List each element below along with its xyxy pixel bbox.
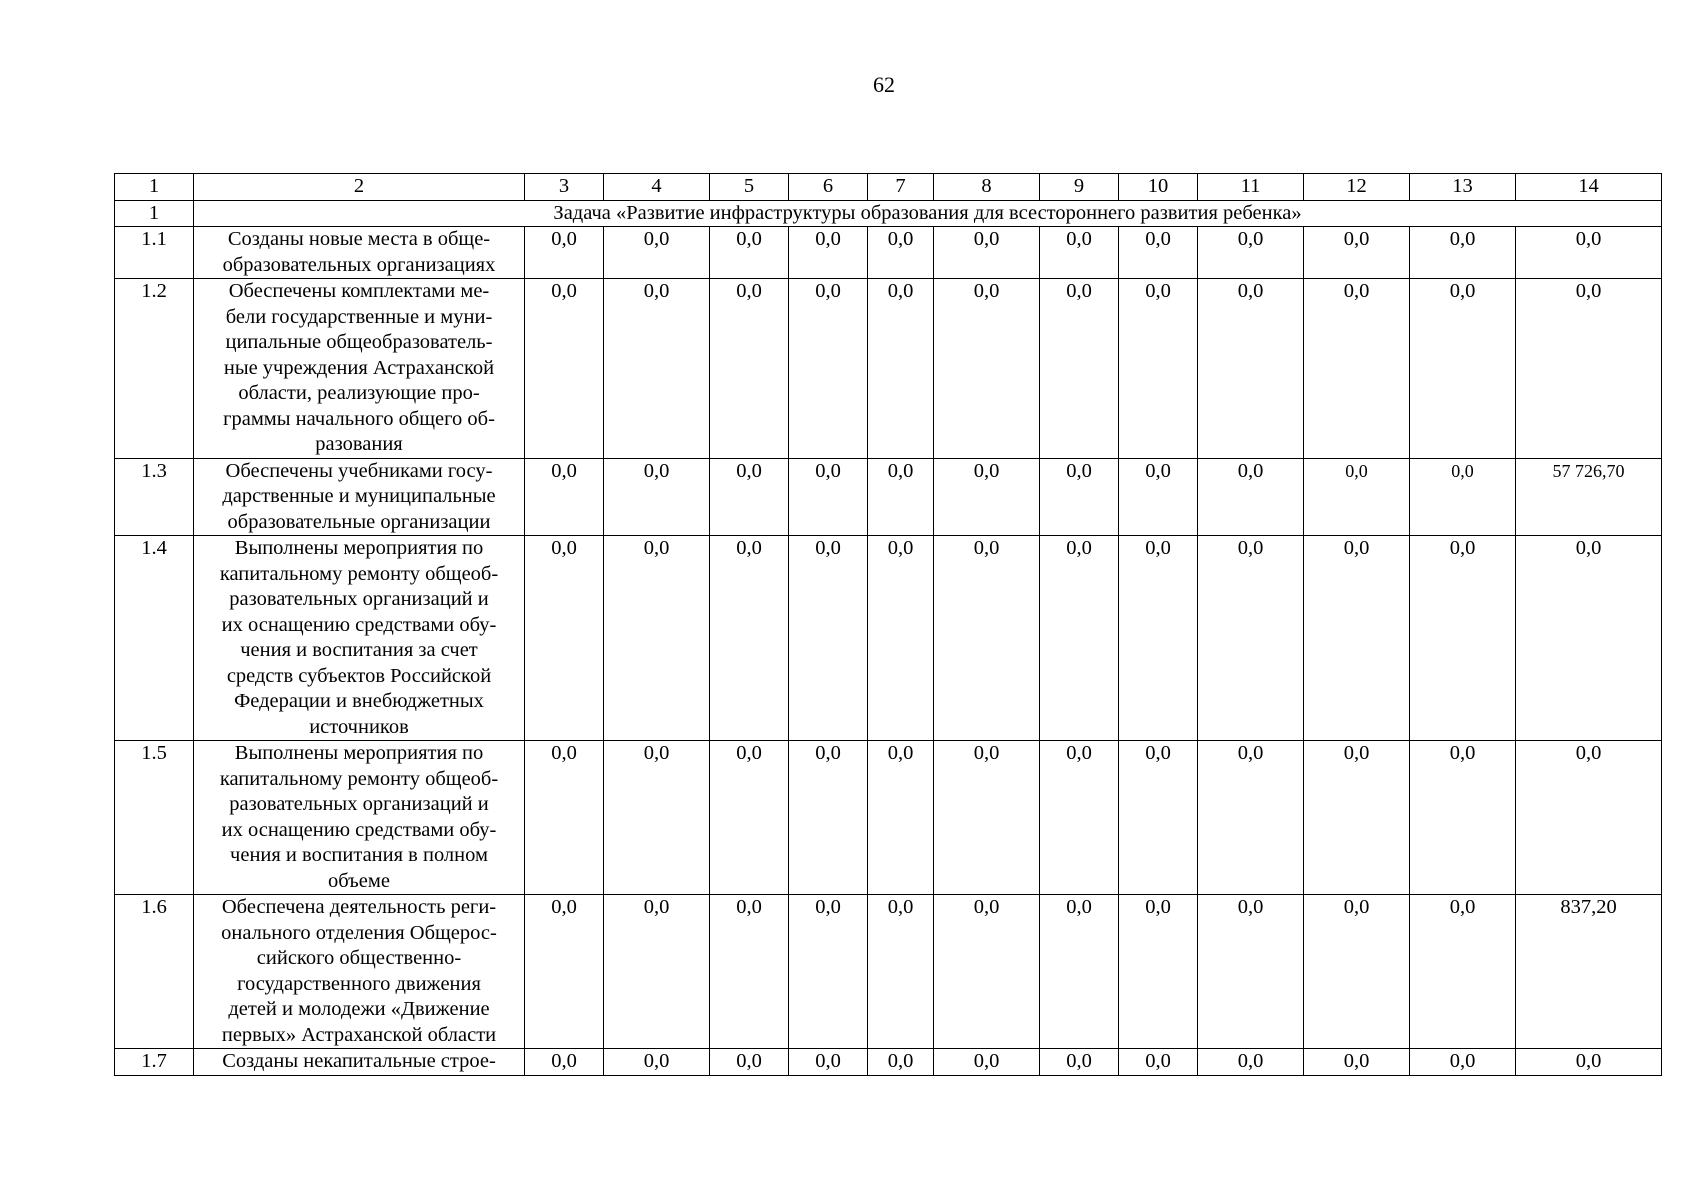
table-row [115, 895, 1662, 1049]
row-number: 1.3 [115, 458, 194, 536]
value-cell: 0,0 [789, 1049, 868, 1076]
value-cell: 0,0 [525, 279, 604, 459]
description-line: бели государственные и муни- [225, 305, 493, 328]
value-cell: 0,0 [710, 895, 789, 1049]
description-line: детей и молодежи «Движение [228, 998, 490, 1020]
header-cell: 5 [710, 174, 789, 201]
value-cell: 837,20 [1516, 895, 1662, 1049]
value-cell: 0,0 [1304, 895, 1410, 1049]
row-description [194, 536, 525, 741]
description-line: разовательных организаций и [229, 588, 489, 610]
header-cell: 9 [1040, 174, 1119, 201]
row-number: 1.1 [115, 227, 194, 279]
header-cell: 13 [1410, 174, 1516, 201]
value-cell: 0,0 [1040, 741, 1119, 895]
value-cell: 0,0 [934, 895, 1040, 1049]
description-line: дарственные и муниципальные [222, 485, 496, 507]
value-cell: 0,0 [1516, 227, 1662, 279]
description-line: Обеспечены комплектами ме- [228, 280, 490, 302]
value-cell: 57 726,70 [1516, 458, 1662, 536]
value-cell: 0,0 [1410, 895, 1516, 1049]
value-cell: 0,0 [525, 458, 604, 536]
section-title: Задача «Развитие инфраструктуры образования для всестороннего развития ребенка» [194, 200, 1662, 227]
description-line: Федерации и внебюджетных [234, 690, 484, 712]
row-description [194, 458, 525, 536]
value-cell: 0,0 [1304, 1049, 1410, 1076]
value-cell: 0,0 [1119, 227, 1198, 279]
value-cell: 0,0 [868, 458, 934, 536]
table-row [115, 279, 1662, 459]
header-cell: 6 [789, 174, 868, 201]
value-cell: 0,0 [789, 741, 868, 895]
row-description [194, 1049, 525, 1076]
value-cell: 0,0 [1516, 741, 1662, 895]
value-cell: 0,0 [1410, 741, 1516, 895]
value-cell: 0,0 [1304, 536, 1410, 741]
value-cell: 0,0 [710, 279, 789, 459]
table-row [115, 741, 1662, 895]
value-cell: 0,0 [789, 458, 868, 536]
header-row [115, 174, 1662, 201]
value-cell: 0,0 [604, 536, 710, 741]
value-cell: 0,0 [1040, 227, 1119, 279]
value-cell: 0,0 [1516, 279, 1662, 459]
description-line: Выполнены мероприятия по [234, 742, 484, 764]
description-line: разовательных организаций и [229, 793, 489, 815]
header-cell: 2 [194, 174, 525, 201]
value-cell: 0,0 [525, 1049, 604, 1076]
value-cell: 0,0 [868, 895, 934, 1049]
table-row [115, 227, 1662, 279]
value-cell: 0,0 [1040, 1049, 1119, 1076]
value-cell: 0,0 [710, 458, 789, 536]
value-cell: 0,0 [1516, 1049, 1662, 1076]
value-cell: 0,0 [604, 279, 710, 459]
value-cell: 0,0 [1119, 1049, 1198, 1076]
value-cell: 0,0 [710, 741, 789, 895]
header-cell: 1 [115, 174, 194, 201]
description-line: Обеспечены учебниками госу- [225, 459, 493, 482]
description-line: Созданы некапитальные строе- [222, 1050, 496, 1072]
row-description [194, 741, 525, 895]
value-cell: 0,0 [868, 536, 934, 741]
value-cell: 0,0 [1410, 1049, 1516, 1076]
value-cell: 0,0 [934, 536, 1040, 741]
value-cell: 0,0 [934, 279, 1040, 459]
value-cell: 0,0 [525, 227, 604, 279]
value-cell: 0,0 [1040, 536, 1119, 741]
description-line: объеме [328, 869, 390, 892]
header-cell: 3 [525, 174, 604, 201]
value-cell: 0,0 [868, 741, 934, 895]
value-cell: 0,0 [710, 1049, 789, 1076]
table-row [115, 1049, 1662, 1076]
value-cell: 0,0 [1198, 741, 1304, 895]
value-cell: 0,0 [525, 895, 604, 1049]
value-cell: 0,0 [1304, 227, 1410, 279]
value-cell: 0,0 [868, 1049, 934, 1076]
header-cell: 7 [868, 174, 934, 201]
value-cell: 0,0 [868, 279, 934, 459]
value-cell: 0,0 [1119, 536, 1198, 741]
table-row [115, 536, 1662, 741]
description-line: источников [309, 715, 409, 738]
description-line: чения и воспитания в полном [230, 844, 488, 866]
description-line: государственного движения [237, 972, 481, 995]
value-cell: 0,0 [1304, 279, 1410, 459]
value-cell: 0,0 [934, 227, 1040, 279]
value-cell: 0,0 [1119, 458, 1198, 536]
value-cell: 0,0 [1040, 458, 1119, 536]
description-line: сийского общественно- [256, 947, 462, 969]
header-cell: 14 [1516, 174, 1662, 201]
description-line: области, реализующие про- [238, 382, 480, 404]
description-line: чения и воспитания за счет [240, 639, 478, 661]
value-cell: 0,0 [1198, 227, 1304, 279]
value-cell: 0,0 [710, 536, 789, 741]
section-number: 1 [115, 200, 194, 227]
table-row [115, 458, 1662, 536]
description-line: средств субъектов Российской [226, 664, 492, 687]
value-cell: 0,0 [1410, 227, 1516, 279]
value-cell: 0,0 [1198, 536, 1304, 741]
row-description [194, 895, 525, 1049]
value-cell: 0,0 [934, 741, 1040, 895]
header-cell: 8 [934, 174, 1040, 201]
description-line: Выполнены мероприятия по [234, 537, 484, 559]
description-line: граммы начального общего об- [223, 407, 495, 430]
value-cell: 0,0 [934, 458, 1040, 536]
description-line: разования [315, 433, 403, 455]
value-cell: 0,0 [525, 741, 604, 895]
value-cell: 0,0 [1516, 536, 1662, 741]
value-cell: 0,0 [934, 1049, 1040, 1076]
description-line: ципальные общеобразователь- [225, 331, 493, 353]
value-cell: 0,0 [604, 227, 710, 279]
description-line: ные учреждения Астраханской [223, 356, 495, 379]
description-line: образовательных организациях [222, 253, 496, 276]
header-cell: 12 [1304, 174, 1410, 201]
row-description [194, 279, 525, 459]
row-number: 1.7 [115, 1049, 194, 1076]
value-cell: 0,0 [789, 895, 868, 1049]
value-cell: 0,0 [604, 1049, 710, 1076]
value-cell: 0,0 [1119, 895, 1198, 1049]
description-line: капитальному ремонту общеоб- [219, 767, 499, 790]
value-cell: 0,0 [1198, 1049, 1304, 1076]
description-line: образовательные организации [227, 510, 491, 533]
row-number: 1.2 [115, 279, 194, 459]
page-number: 62 [873, 72, 895, 97]
table-body [115, 174, 1662, 1076]
value-cell: 0,0 [1040, 895, 1119, 1049]
value-cell: 0,0 [1304, 741, 1410, 895]
value-cell: 0,0 [604, 458, 710, 536]
row-description [194, 227, 525, 279]
value-cell: 0,0 [1198, 895, 1304, 1049]
description-line: Обеспечена деятельность реги- [221, 896, 497, 918]
row-number: 1.4 [115, 536, 194, 741]
value-cell: 0,0 [1198, 458, 1304, 536]
value-cell: 0,0 [789, 279, 868, 459]
description-line: их оснащению средствами обу- [221, 613, 497, 636]
row-number: 1.5 [115, 741, 194, 895]
description-line: онального отделения Общерос- [221, 921, 497, 944]
value-cell: 0,0 [1410, 279, 1516, 459]
header-cell: 10 [1119, 174, 1198, 201]
header-cell: 4 [604, 174, 710, 201]
section-row [115, 200, 1662, 227]
value-cell: 0,0 [1119, 741, 1198, 895]
value-cell: 0,0 [1410, 458, 1516, 536]
value-cell: 0,0 [604, 741, 710, 895]
description-line: капитальному ремонту общеоб- [219, 562, 499, 585]
value-cell: 0,0 [789, 536, 868, 741]
value-cell: 0,0 [1119, 279, 1198, 459]
value-cell: 0,0 [868, 227, 934, 279]
value-cell: 0,0 [1198, 279, 1304, 459]
value-cell: 0,0 [525, 536, 604, 741]
row-number: 1.6 [115, 895, 194, 1049]
value-cell: 0,0 [1040, 279, 1119, 459]
header-cell: 11 [1198, 174, 1304, 201]
value-cell: 0,0 [789, 227, 868, 279]
value-cell: 0,0 [1304, 458, 1410, 536]
description-line: Созданы новые места в обще- [227, 228, 491, 250]
value-cell: 0,0 [604, 895, 710, 1049]
data-table [114, 173, 1662, 1076]
description-line: их оснащению средствами обу- [221, 818, 497, 841]
value-cell: 0,0 [710, 227, 789, 279]
value-cell: 0,0 [1410, 536, 1516, 741]
description-line: первых» Астраханской области [221, 1023, 497, 1046]
